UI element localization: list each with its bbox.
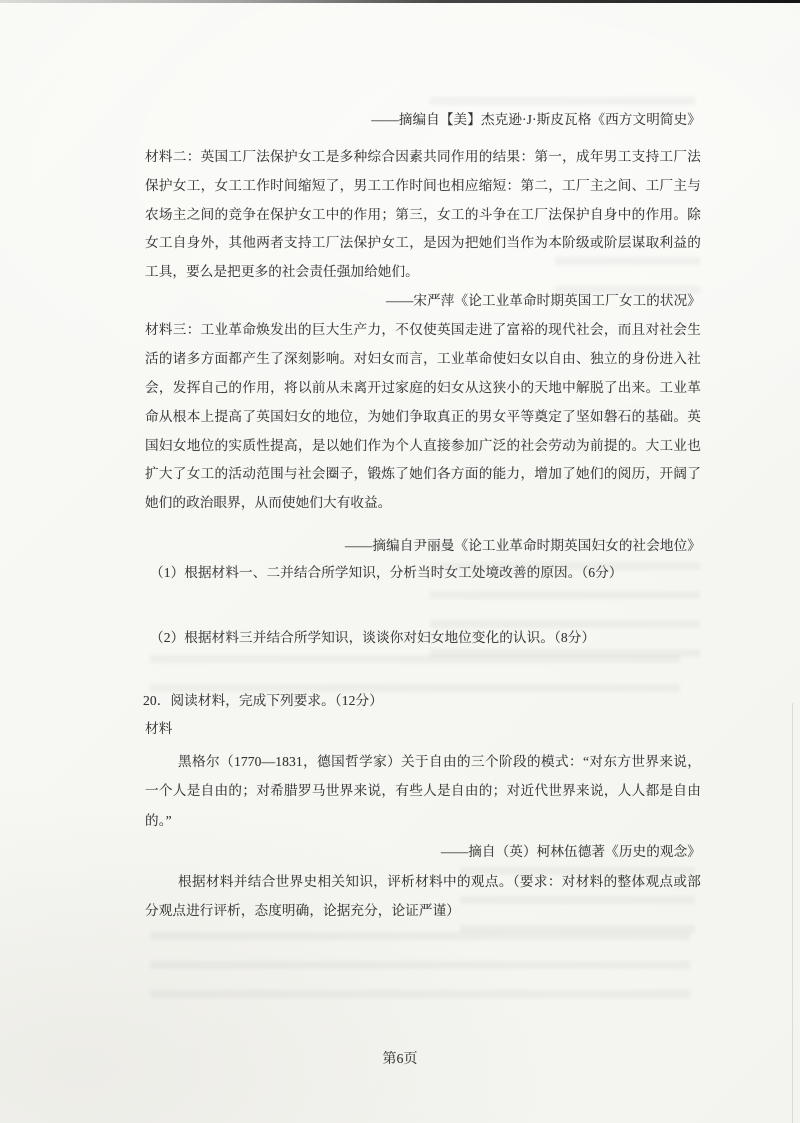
material2-line: 农场主之间的竞争在保护女工中的作用；第三，女工的斗争在工厂法保护自身中的作用。除: [145, 207, 701, 222]
hegel-line: 的。”: [145, 813, 172, 828]
material3-line: 材料三：工业革命焕发出的巨大生产力，不仅使英国走进了富裕的现代社会，而且对社会生: [145, 322, 701, 337]
material3-line: 扩大了女工的活动范围与社会圈子，锻炼了她们各方面的能力，增加了她们的阅历，开阔了: [145, 466, 701, 481]
hegel-line: 一个人是自由的；对希腊罗马世界来说，有些人是自由的；对近代世界来说，人人都是自由: [145, 783, 701, 798]
bleed-through-artifact: [430, 90, 695, 112]
hegel-line: 黑格尔（1770—1831，德国哲学家）关于自由的三个阶段的模式：“对东方世界来说，: [178, 754, 701, 769]
page-number: 第6页: [382, 1052, 418, 1067]
citation-collingwood: ——摘自（英）柯林伍德著《历史的观念》: [440, 844, 701, 859]
material2-line: 工具，要么是把更多的社会责任强加给她们。: [145, 264, 419, 279]
bleed-through-artifact: [150, 925, 690, 1010]
material2-line: 材料二：英国工厂法保护女工是多种综合因素共同作用的结果：第一，成年男工支持工厂法: [145, 149, 701, 164]
material3-line: 活的诸多方面都产生了深刻影响。对妇女而言，工业革命使妇女以自由、独立的身份进入社: [145, 351, 701, 366]
material3-line: 国妇女地位的实质性提高，是以她们作为个人直接参加广泛的社会劳动为前提的。大工业也: [145, 438, 701, 453]
bleed-through-artifact: [150, 648, 680, 696]
material3-line: 会，发挥自己的作用，将以前从未离开过家庭的妇女从这狭小的天地中解脱了出来。工业革: [145, 380, 701, 395]
scan-top-edge-artifact: [0, 0, 800, 3]
material2-line: 保护女工，女工工作时间缩短了，男工工作时间也相应缩短：第二，工厂主之间、工厂主与: [145, 178, 701, 193]
question-2: （2）根据材料三并结合所学知识，谈谈你对妇女地位变化的认识。（8分）: [150, 630, 596, 645]
citation-spielvogel: ——摘编自【美】杰克逊·J·斯皮瓦格《西方文明简史》: [371, 112, 701, 127]
material3-line: 命从根本上提高了英国妇女的地位，为她们争取真正的男女平等奠定了坚如磐石的基础。英: [145, 409, 701, 424]
question-20-heading: 20．阅读材料，完成下列要求。（12分）: [143, 693, 383, 708]
material2-line: 女工自身外，其他两者支持工厂法保护女工，是因为把她们当作为本阶级或阶层谋取利益的: [145, 235, 701, 250]
material-label: 材料: [145, 721, 173, 736]
task-line: 分观点进行评析，态度明确，论据充分，论证严谨）: [145, 903, 460, 918]
citation-yinliman: ——摘编自尹丽曼《论工业革命时期英国妇女的社会地位》: [344, 538, 701, 553]
task-line: 根据材料并结合世界史相关知识，评析材料中的观点。（要求：对材料的整体观点或部: [178, 874, 701, 889]
material3-line: 她们的政治眼界，从而使她们大有收益。: [145, 495, 392, 510]
citation-songyanping: ——宋严萍《论工业革命时期英国工厂女工的状况》: [386, 293, 701, 308]
question-1: （1）根据材料一、二并结合所学知识，分析当时女工处境改善的原因。（6分）: [150, 565, 623, 580]
